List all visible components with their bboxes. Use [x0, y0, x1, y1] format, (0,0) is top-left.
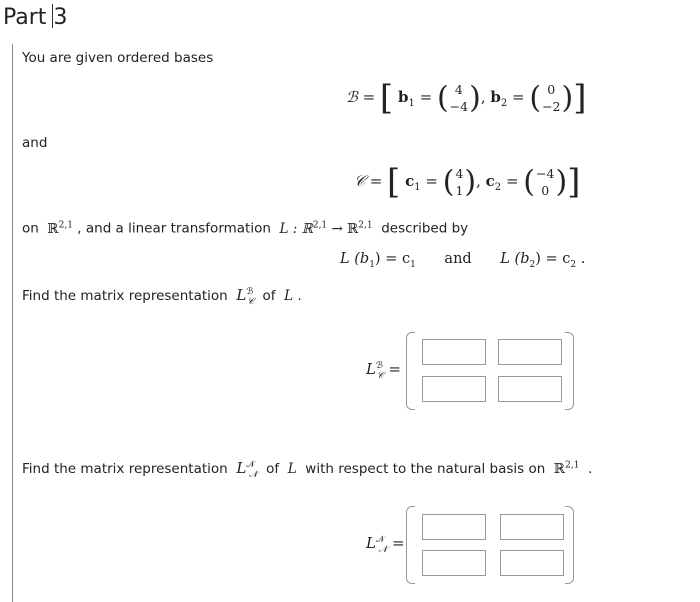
- matrix2-left-bracket: [406, 506, 415, 584]
- matrix1-left-bracket: [406, 332, 415, 410]
- matrix1-label: $L^ℬ_𝒞$ =: [366, 360, 401, 381]
- basis-c-equation: 𝒞 = [ $c_1$ = ( 4 1 ), $c_2$ = ( −4 0 )]: [354, 162, 581, 202]
- question-2: Find the matrix representation $L^𝒩_𝒩$ of L with respect to the natural basis on ℝ$^{2,1}$ .: [22, 459, 593, 480]
- matrix2-entry-12[interactable]: [500, 514, 564, 540]
- vector-b1: 4 −4: [449, 82, 469, 114]
- matrix2-label: $L^𝒩_𝒩$ =: [366, 534, 405, 555]
- matrix1-entry-11[interactable]: [422, 339, 486, 365]
- intro-text: You are given ordered bases: [22, 50, 214, 66]
- matrix1-right-bracket: [565, 332, 574, 410]
- vector-c2: −4 0: [536, 166, 555, 198]
- matrix2-entry-11[interactable]: [422, 514, 486, 540]
- matrix2-entry-22[interactable]: [500, 550, 564, 576]
- vector-c1: 4 1: [455, 166, 464, 198]
- mapping-equation: L $(b_1) = c_1$ and L $(b_2) = c_2$ .: [340, 251, 586, 270]
- part-title: Part 3: [3, 5, 68, 30]
- section-divider: [12, 44, 13, 602]
- basis-b-equation: ℬ = [ $b_1$ = ( 4 −4 ), $b_2$ = ( 0 −2 )]: [346, 78, 587, 118]
- question-1: Find the matrix representation $L^ℬ_𝒞$ of L .: [22, 286, 302, 307]
- matrix2-right-bracket: [565, 506, 574, 584]
- transform-description: on ℝ$^{2,1}$ , and a linear transformation L : ℝ$^{2,1}$ → ℝ$^{2,1}$ described by: [22, 220, 469, 237]
- matrix1-entry-21[interactable]: [422, 376, 486, 402]
- matrix2-entry-21[interactable]: [422, 550, 486, 576]
- and-text: and: [22, 135, 48, 151]
- vector-b2: 0 −2: [542, 82, 561, 114]
- matrix1-entry-22[interactable]: [498, 376, 562, 402]
- matrix1-entry-12[interactable]: [498, 339, 562, 365]
